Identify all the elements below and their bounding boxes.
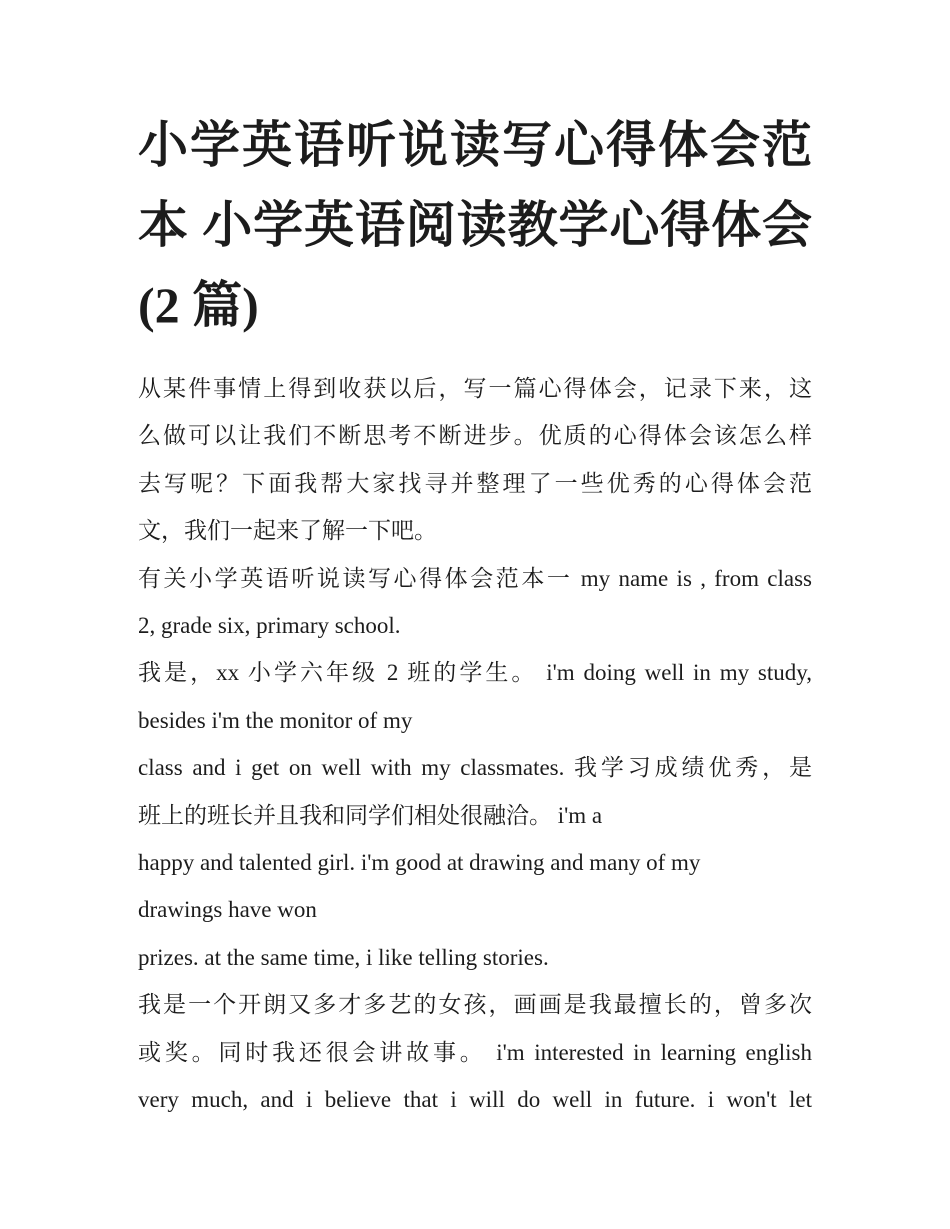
body-line: 从某件事情上得到收获以后，写一篇心得体会，记录下来，这 — [138, 376, 812, 401]
body-line: 去写呢？下面我帮大家找寻并整理了一些优秀的心得体会范 — [138, 470, 812, 496]
body-line: class and i get on well with my classmates. 我学习成绩优秀，是 — [138, 755, 812, 781]
title-line: 小学英语听说读写心得体会范 — [138, 117, 812, 173]
body-line: 有关小学英语听说读写心得体会范本一 my name is , from class — [138, 565, 812, 591]
body-line: 2, grade six, primary school. — [138, 613, 401, 639]
document-title — [138, 105, 812, 345]
body-line: 我是一个开朗又多才多艺的女孩，画画是我最擅长的，曾多次 — [138, 992, 812, 1018]
body-line: 班上的班长并且我和同学们相处很融洽。 i'm a — [138, 802, 603, 828]
body-line: very much, and i believe that i will do well in future. i won't let — [138, 1087, 812, 1113]
title-line: (2 篇) — [138, 277, 259, 333]
body-line: besides i'm the monitor of my — [138, 707, 413, 733]
document-body — [138, 365, 812, 1124]
body-line: 文，我们一起来了解一下吧。 — [138, 518, 437, 544]
title-line: 本 小学英语阅读教学心得体会 — [138, 197, 812, 253]
body-line: prizes. at the same time, i like telling stories. — [138, 944, 549, 970]
body-line: 或奖。同时我还很会讲故事。 i'm interested in learning english — [138, 1039, 812, 1065]
body-line: 么做可以让我们不断思考不断进步。优质的心得体会该怎么样 — [138, 423, 812, 449]
body-line: happy and talented girl. i'm good at drawing and many of my — [138, 850, 701, 876]
body-line: 我是，xx 小学六年级 2 班的学生。 i'm doing well in my study, — [138, 660, 812, 686]
body-line: drawings have won — [138, 897, 317, 923]
